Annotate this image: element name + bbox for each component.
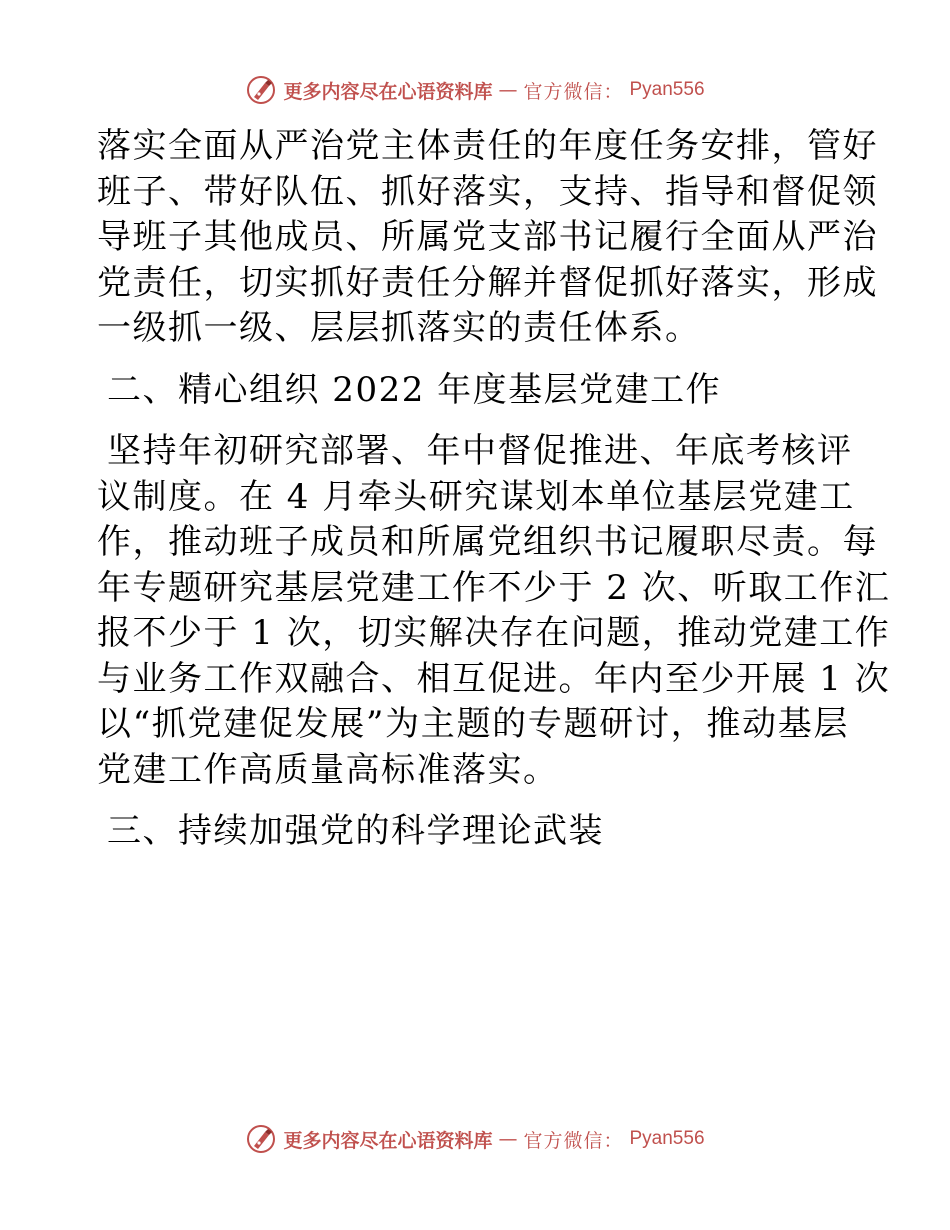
text-line: 党责任，切实抓好责任分解并督促抓好落实，形成 [97, 262, 878, 303]
text-line: 一级抓一级、层层抓落实的责任体系。 [97, 308, 701, 348]
text-line: 落实全面从严治党主体责任的年度任务安排，管好 [97, 126, 878, 166]
footer-banner [0, 1119, 950, 1159]
header-banner [0, 70, 950, 110]
section-heading-3: 三、持续加强党的科学理论武装 [107, 811, 604, 851]
text-line: 班子、带好队伍、抓好落实，支持、指导和督促领 [97, 171, 878, 212]
text-line: 党建工作高质量高标准落实。 [97, 749, 559, 790]
banner-separator: — [498, 1128, 518, 1150]
banner-site-text: 更多内容尽在心语资料库 [283, 80, 493, 103]
banner-wechat-id: Pyan556 [629, 79, 705, 100]
text-line: 作，推动班子成员和所属党组织书记履职尽责。每 [97, 522, 878, 562]
text-line: 坚持年初研究部署、年中督促推进、年底考核评 [107, 431, 853, 471]
paragraph-1 [97, 124, 878, 352]
text-line: 与业务工作双融合、相互促进。年内至少开展 1 次 [97, 658, 891, 699]
pen-nib-logo-icon [245, 74, 277, 106]
banner-separator: — [498, 79, 518, 101]
document-body [97, 124, 891, 871]
text-line: 报不少于 1 次，切实解决存在问题，推动党建工作 [97, 613, 891, 653]
section-heading-2: 二、精心组织 2022 年度基层党建工作 [107, 369, 722, 410]
text-line: 议制度。在 4 月牵头研究谋划本单位基层党建工 [97, 476, 855, 517]
text-line: 导班子其他成员、所属党支部书记履行全面从严治 [97, 217, 878, 257]
banner-wechat-label: 官方微信： [523, 1129, 624, 1152]
text-line: 年专题研究基层党建工作不少于 2 次、听取工作汇 [97, 567, 891, 608]
banner-wechat-label: 官方微信： [523, 80, 624, 103]
banner-wechat-id: Pyan556 [629, 1128, 705, 1149]
pen-nib-logo-icon [245, 1123, 277, 1155]
paragraph-2 [97, 429, 891, 793]
banner-site-text: 更多内容尽在心语资料库 [283, 1129, 493, 1152]
text-line: 以“抓党建促发展”为主题的专题研讨，推动基层 [97, 704, 849, 744]
